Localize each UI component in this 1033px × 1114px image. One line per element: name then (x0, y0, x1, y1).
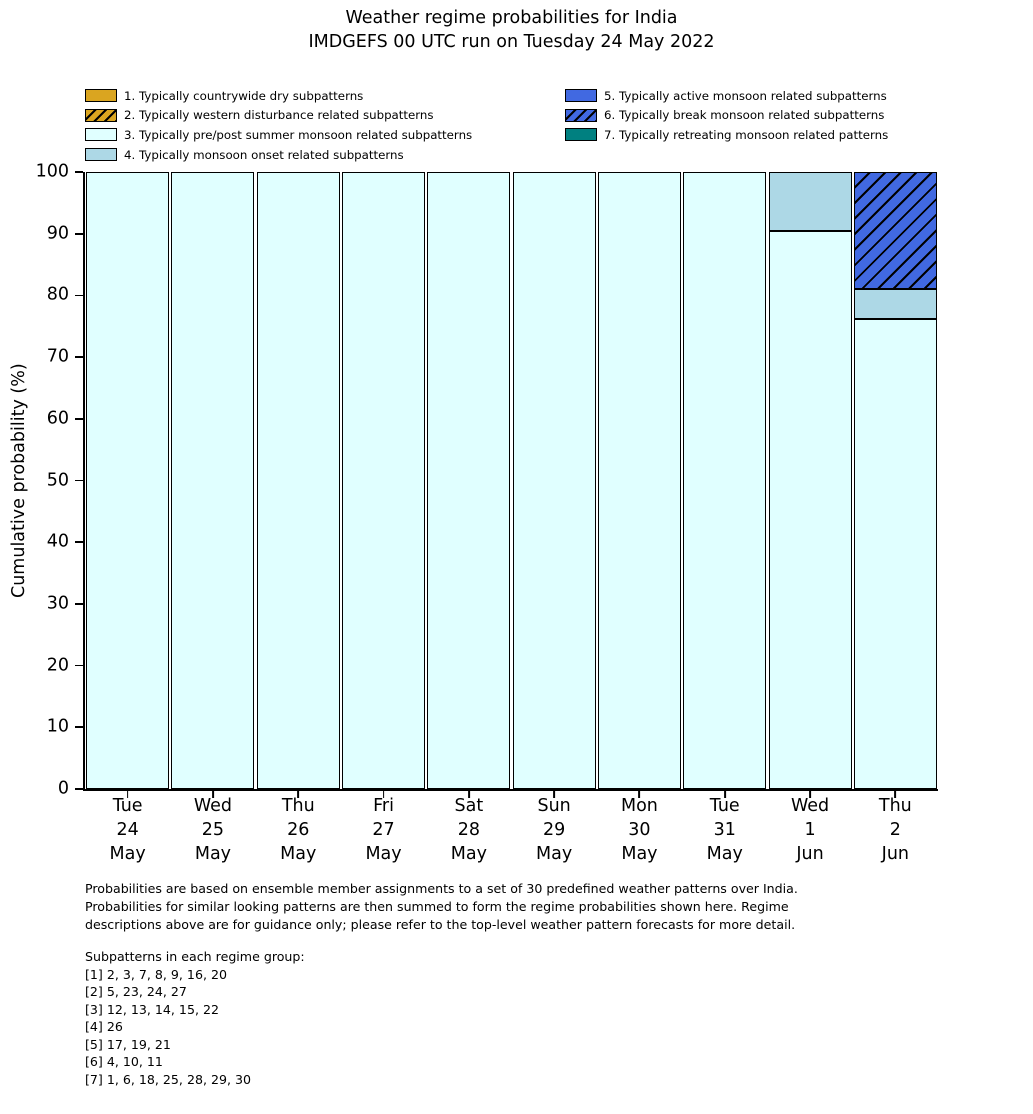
x-tick-label-line: 29 (543, 820, 566, 840)
y-tick-mark-30 (75, 603, 83, 605)
x-tick-label-line: Jun (881, 844, 910, 864)
y-tick-label-60: 60 (46, 408, 69, 429)
bar-Sun-29-May (512, 172, 597, 789)
subpattern-group-4: [4] 26 (85, 1019, 123, 1034)
subpattern-group-7: [7] 1, 6, 18, 25, 28, 29, 30 (85, 1071, 252, 1087)
bar-segment-regime-4 (854, 289, 937, 319)
y-tick-label-0: 0 (57, 778, 69, 799)
legend-item (85, 106, 472, 126)
x-tick-label-line: 2 (889, 820, 901, 840)
legend-column-right (565, 86, 888, 145)
y-tick-mark-70 (75, 356, 83, 358)
legend-swatch-regime-4 (85, 148, 117, 161)
legend-item (85, 86, 472, 106)
legend-label-regime-1: 1. Typically countrywide dry subpatterns (124, 88, 364, 103)
legend-swatch-regime-1 (85, 89, 117, 102)
legend-item (85, 125, 472, 145)
x-tick-label-line: Sat (454, 796, 484, 816)
y-axis-title: Cumulative probability (%) (9, 363, 29, 598)
y-tick-mark-40 (75, 541, 83, 543)
legend-label-regime-3: 3. Typically pre/post summer monsoon related subpatterns (124, 127, 473, 142)
bar-segment-regime-4 (769, 172, 852, 231)
y-tick-label-10: 10 (46, 716, 69, 737)
x-tick-label-line: May (109, 844, 146, 864)
x-tick-label-line: 28 (457, 820, 480, 840)
y-tick-label-40: 40 (46, 531, 69, 552)
legend-swatch-regime-5 (565, 89, 597, 102)
y-tick-mark-80 (75, 295, 83, 297)
x-tick-label-Tue-24-May (85, 794, 171, 866)
footnote-line: descriptions above are for guidance only; please refer to the top-level weather pattern forecasts for more detail. (85, 917, 796, 932)
y-tick-mark-20 (75, 665, 83, 667)
x-tick-label-Wed-1-Jun (767, 794, 853, 866)
bar-segment-regime-3 (598, 172, 681, 789)
bar-Thu-26-May (256, 172, 341, 789)
y-tick-mark-0 (75, 788, 83, 790)
bar-segment-regime-3 (513, 172, 596, 789)
chart-title: Weather regime probabilities for India (345, 8, 678, 28)
x-tick-label-line: May (450, 844, 487, 864)
x-tick-label-line: Sun (537, 796, 571, 816)
x-tick-label-Sat-28-May (426, 794, 512, 866)
legend-item (85, 145, 472, 165)
y-tick-label-50: 50 (46, 469, 69, 490)
plot-area (9, 161, 938, 864)
x-tick-label-line: 26 (287, 820, 310, 840)
x-tick-label-Fri-27-May (341, 794, 427, 866)
x-tick-label-line: Tue (112, 796, 143, 816)
bar-segment-regime-3 (769, 231, 852, 789)
legend-item (565, 86, 888, 106)
footnote-line: Probabilities are based on ensemble member assignments to a set of 30 predefined weather patterns over India. (85, 881, 798, 896)
bar-Thu-2-Jun (853, 172, 938, 789)
x-tick-label-line: Wed (193, 796, 233, 816)
subpatterns-groups (85, 966, 685, 1089)
y-tick-mark-90 (75, 233, 83, 235)
bar-Wed-1-Jun (767, 172, 852, 789)
legend-label-regime-6: 6. Typically break monsoon related subpatterns (604, 108, 885, 123)
y-tick-mark-60 (75, 418, 83, 420)
y-tick-label-90: 90 (46, 222, 69, 243)
x-tick-label-line: Jun (796, 844, 824, 864)
subpattern-group-2: [2] 5, 23, 24, 27 (85, 984, 187, 999)
title-block (0, 6, 1023, 54)
x-tick-label-line: Wed (790, 796, 830, 816)
bar-Sat-28-May (426, 172, 511, 789)
bar-segment-regime-3 (342, 172, 425, 789)
y-tick-label-100: 100 (35, 161, 69, 182)
x-tick-label-line: May (621, 844, 658, 864)
legend-item (565, 125, 888, 145)
y-tick-label-70: 70 (46, 346, 69, 367)
legend-swatch-regime-3 (85, 128, 117, 141)
x-tick-label-Thu-26-May (255, 794, 341, 866)
y-tick-mark-100 (75, 171, 83, 173)
subpatterns-list (85, 948, 685, 1088)
legend-label-regime-4: 4. Typically monsoon onset related subpatterns (124, 147, 404, 162)
x-tick-label-line: Thu (281, 796, 315, 816)
x-tick-label-Wed-25-May (170, 794, 256, 866)
legend-column-left (85, 86, 472, 164)
bar-segment-regime-3 (683, 172, 766, 789)
x-tick-label-line: May (365, 844, 402, 864)
footnote-line: Probabilities for similar looking patterns are then summed to form the regime probabilities shown here. Regime (85, 899, 789, 914)
legend-swatch-regime-2 (85, 109, 117, 122)
x-tick-label-Tue-31-May (682, 794, 768, 866)
subpattern-group-1: [1] 2, 3, 7, 8, 9, 16, 20 (85, 966, 227, 982)
bar-segment-regime-3 (86, 172, 169, 789)
bar-Mon-30-May (597, 172, 682, 789)
legend-swatch-regime-7 (565, 128, 597, 141)
bar-segment-regime-3 (257, 172, 340, 789)
legend-label-regime-5: 5. Typically active monsoon related subpatterns (604, 88, 887, 103)
legend-item (565, 106, 888, 126)
y-tick-label-80: 80 (46, 284, 69, 305)
x-tick-label-Mon-30-May (596, 794, 682, 866)
x-tick-label-line: Tue (709, 796, 740, 816)
bar-Tue-31-May (682, 172, 767, 789)
subpattern-group-3: [3] 12, 13, 14, 15, 22 (85, 1001, 219, 1017)
y-tick-label-20: 20 (46, 654, 69, 675)
x-tick-label-line: Thu (878, 796, 912, 816)
x-tick-label-line: 1 (804, 820, 816, 840)
subpattern-group-5: [5] 17, 19, 21 (85, 1036, 171, 1052)
x-tick-label-line: 24 (116, 820, 139, 840)
legend-label-regime-2: 2. Typically western disturbance related subpatterns (124, 108, 434, 123)
x-tick-label-line: Fri (373, 796, 394, 816)
x-tick-label-line: May (536, 844, 573, 864)
bar-Fri-27-May (341, 172, 426, 789)
probability-footnote (85, 880, 985, 934)
x-tick-label-Sun-29-May (511, 794, 597, 866)
y-tick-mark-50 (75, 480, 83, 482)
x-tick-label-line: 31 (713, 820, 736, 840)
legend-label-regime-7: 7. Typically retreating monsoon related patterns (604, 127, 889, 142)
x-tick-label-line: 25 (201, 820, 225, 840)
bar-segment-regime-6 (854, 172, 937, 289)
bar-segment-regime-3 (854, 319, 937, 789)
chart-subtitle: IMDGEFS 00 UTC run on Tuesday 24 May 2022 (308, 32, 715, 52)
legend-swatch-regime-6 (565, 109, 597, 122)
x-tick-label-Thu-2-Jun (852, 794, 938, 866)
x-tick-label-line: May (706, 844, 743, 864)
bar-segment-regime-3 (171, 172, 254, 789)
y-tick-mark-10 (75, 726, 83, 728)
x-tick-label-line: May (194, 844, 232, 864)
subpattern-group-6: [6] 4, 10, 11 (85, 1054, 163, 1069)
subpatterns-heading: Subpatterns in each regime group: (85, 949, 305, 964)
x-tick-label-line: May (280, 844, 317, 864)
y-tick-label-30: 30 (46, 593, 69, 614)
bar-segment-regime-3 (427, 172, 510, 789)
x-tick-label-line: Mon (620, 796, 658, 816)
bar-Tue-24-May (85, 172, 170, 789)
x-tick-label-line: 27 (372, 820, 395, 840)
bar-Wed-25-May (170, 172, 255, 789)
x-tick-label-line: 30 (628, 820, 651, 840)
